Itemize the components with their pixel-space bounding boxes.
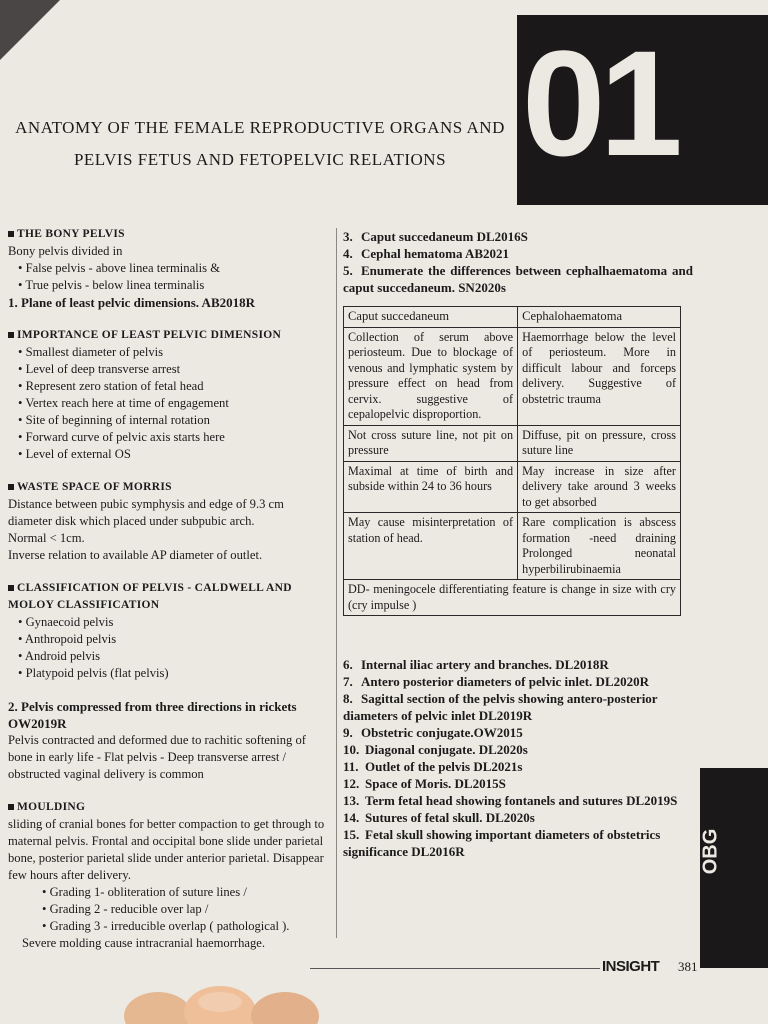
page-number: 381	[678, 959, 698, 974]
waste-line: Inverse relation to available AP diameter of outlet.	[8, 548, 263, 562]
table-cell: May cause misinterpretation of station of head.	[344, 513, 518, 580]
bony-list	[8, 260, 330, 294]
table-row	[344, 327, 681, 425]
bullet-square-icon	[8, 804, 14, 810]
list-item: • Android pelvis	[28, 648, 330, 665]
chapter-title-line-2: PELVIS FETUS AND FETOPELVIC RELATIONS	[73, 150, 447, 169]
question-list	[343, 656, 693, 860]
list-item: • Anthropoid pelvis	[28, 631, 330, 648]
question-2-text: Pelvis contracted and deformed due to rachitic softening of bone in early life - Flat pelvis - Deep transverse arrest / obstructed vaginal delivery is common	[8, 733, 306, 781]
question-11: 11. Outlet of the pelvis DL2021s	[343, 759, 523, 774]
question-6: 6. Internal iliac artery and branches. DL2018R	[343, 657, 609, 672]
table-cell: Not cross suture line, not pit on pressure	[344, 425, 518, 461]
question-3: 3. Caput succedaneum DL2016S	[343, 229, 528, 244]
bullet-square-icon	[8, 585, 14, 591]
bullet-square-icon	[8, 332, 14, 338]
chapter-title-line-1: ANATOMY OF THE FEMALE REPRODUCTIVE ORGANS AND	[15, 118, 505, 137]
left-column	[8, 226, 330, 952]
comparison-table	[343, 306, 681, 616]
list-item: • Level of external OS	[28, 446, 330, 463]
list-item: • False pelvis - above linea terminalis &	[28, 260, 330, 277]
section-heading-waste-space: WASTE SPACE OF MORRIS	[8, 479, 330, 496]
list-item: • Grading 3 - irreducible overlap ( pathological ).	[52, 918, 330, 935]
section-heading-classification: CLASSIFICATION OF PELVIS - CALDWELL AND MOLOY CLASSIFICATION	[8, 582, 292, 611]
bullet-square-icon	[8, 484, 14, 490]
section-heading-importance: IMPORTANCE OF LEAST PELVIC DIMENSION	[8, 327, 330, 344]
question-7: 7. Antero posterior diameters of pelvic inlet. DL2020R	[343, 674, 649, 689]
fingertips-photo	[120, 972, 330, 1024]
question-5: 5. Enumerate the differences between cephalhaematoma and caput succedaneum. SN2020s	[343, 263, 693, 295]
table-header: Caput succedaneum	[344, 307, 518, 328]
column-divider	[336, 228, 337, 938]
bony-intro: Bony pelvis divided in	[8, 244, 123, 258]
question-12: 12. Space of Moris. DL2015S	[343, 776, 506, 791]
table-footer-row	[344, 580, 681, 616]
table-header-row	[344, 307, 681, 328]
table-cell: Diffuse, pit on pressure, cross suture line	[518, 425, 681, 461]
question-10: 10. Diagonal conjugate. DL2020s	[343, 742, 528, 757]
list-item: • Level of deep transverse arrest	[28, 361, 330, 378]
side-tab-label: OBG	[699, 828, 722, 875]
table-cell: May increase in size after delivery take around 3 weeks to get absorbed	[518, 461, 681, 513]
question-15: 15. Fetal skull showing important diameters of obstetrics significance DL2016R	[343, 827, 661, 859]
question-2: 2. Pelvis compressed from three directions in rickets OW2019R	[8, 699, 297, 731]
list-item: • Represent zero station of fetal head	[28, 378, 330, 395]
footer-rule	[310, 968, 600, 969]
right-column	[343, 228, 693, 860]
list-item: • Grading 1- obliteration of suture lines /	[52, 884, 330, 901]
list-item: • Platypoid pelvis (flat pelvis)	[28, 665, 330, 682]
question-4: 4. Cephal hematoma AB2021	[343, 246, 510, 261]
footer-brand: INSIGHT	[602, 958, 660, 975]
table-row	[344, 425, 681, 461]
section-heading-bony-pelvis: THE BONY PELVIS	[8, 226, 330, 243]
waste-line: Normal < 1cm.	[8, 531, 85, 545]
importance-list	[8, 344, 330, 463]
table-header: Cephalohaematoma	[518, 307, 681, 328]
table-footer: DD- meningocele differentiating feature is change in size with cry (cry impulse )	[344, 580, 681, 616]
list-item: • True pelvis - below linea terminalis	[28, 277, 330, 294]
list-item: • Gynaecoid pelvis	[28, 614, 330, 631]
chapter-number: 01	[522, 19, 677, 187]
list-item: • Site of beginning of internal rotation	[28, 412, 330, 429]
table-row	[344, 513, 681, 580]
question-14: 14. Sutures of fetal skull. DL2020s	[343, 810, 535, 825]
moulding-footer: Severe molding cause intracranial haemorrhage.	[22, 936, 266, 950]
table-cell: Maximal at time of birth and subside within 24 to 36 hours	[344, 461, 518, 513]
table-cell: Collection of serum above periosteum. Due to blockage of venous and lymphatic system by pressure effect on head from cervix. suggestive of cepalopelvic disproportion.	[344, 327, 518, 425]
bullet-square-icon	[8, 231, 14, 237]
question-13: 13. Term fetal head showing fontanels and sutures DL2019S	[343, 793, 678, 808]
list-item: • Forward curve of pelvic axis starts here	[28, 429, 330, 446]
question-8: 8. Sagittal section of the pelvis showing antero-posterior diameters of pelvic inlet DL2019R	[343, 691, 658, 723]
waste-line: Distance between pubic symphysis and edge of 9.3 cm diameter disk which placed under subpubic arch.	[8, 497, 284, 528]
table-cell: Rare complication is abscess formation -need draining Prolonged neonatal hyperbilirubinaemia	[518, 513, 681, 580]
classification-list	[8, 614, 330, 682]
moulding-grades	[8, 884, 330, 935]
question-9: 9. Obstetric conjugate.OW2015	[343, 725, 523, 740]
list-item: • Vertex reach here at time of engagement	[28, 395, 330, 412]
list-item: • Smallest diameter of pelvis	[28, 344, 330, 361]
table-row	[344, 461, 681, 513]
moulding-text: sliding of cranial bones for better compaction to get through to maternal pelvis. Frontal and occipital bone slide under parietal bone, posterior parietal slide under anterior parietal. Disappear few hours after delivery.	[8, 817, 325, 882]
list-item: • Grading 2 - reducible over lap /	[52, 901, 330, 918]
table-cell: Haemorrhage below the level of periosteum. More in difficult labour and forceps delivery. Suggestive of obstetric trauma	[518, 327, 681, 425]
question-1: 1. Plane of least pelvic dimensions. AB2018R	[8, 295, 256, 310]
section-heading-moulding: MOULDING	[8, 799, 330, 816]
